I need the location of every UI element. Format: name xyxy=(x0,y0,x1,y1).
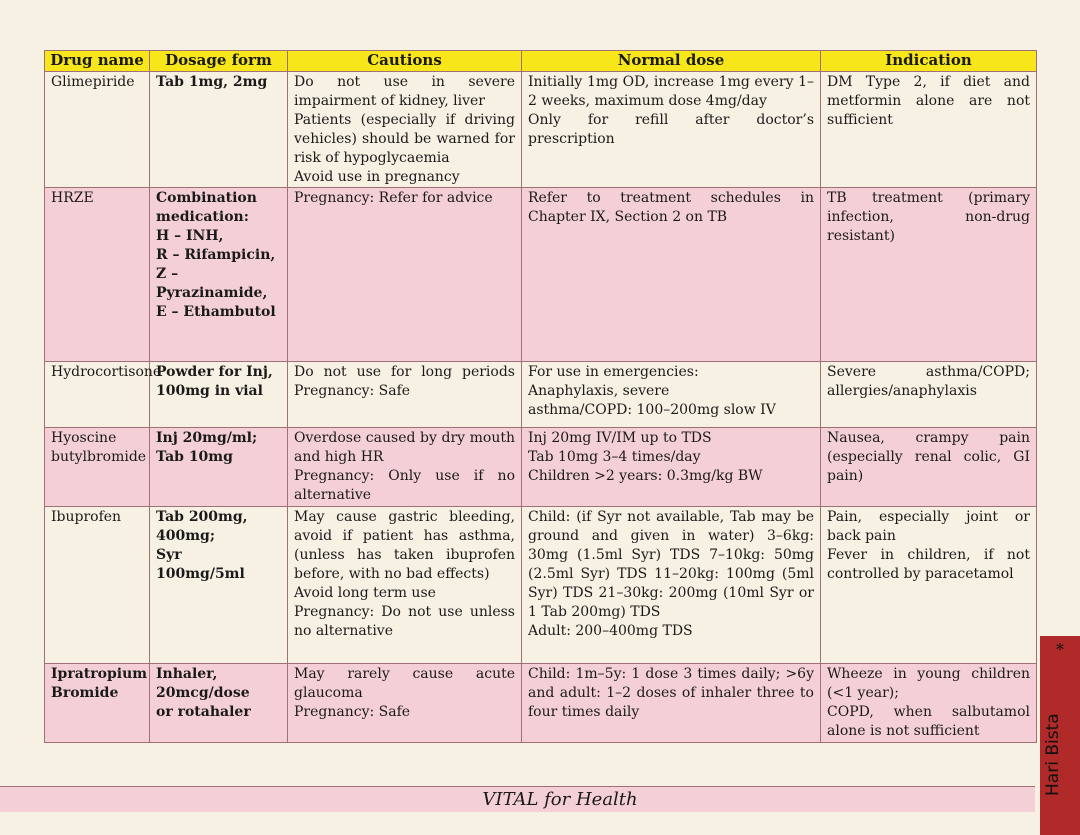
cell-line: Tab 10mg 3–4 times/day xyxy=(528,449,701,465)
cautions-cell xyxy=(288,72,522,188)
indication-cell xyxy=(821,664,1037,743)
cell-line: Initially 1mg OD, increase 1mg every 1–2 weeks, maximum dose 4mg/day xyxy=(528,74,814,109)
cell-line: Inhaler, xyxy=(156,666,218,682)
cell-line: Only for refill after doctor’s prescription xyxy=(528,112,814,147)
cell-line: 400mg; xyxy=(156,528,215,544)
cell-line: Tab 200mg, xyxy=(156,509,248,525)
cell-line: May rarely cause acute glaucoma xyxy=(294,666,515,701)
indication-cell xyxy=(821,188,1037,362)
header-dosage-form: Dosage form xyxy=(150,51,288,72)
drug-name-cell: Hydrocortisone xyxy=(45,362,150,428)
header-cautions: Cautions xyxy=(288,51,522,72)
cell-line: Inj 20mg/ml; xyxy=(156,430,258,446)
drug-table-container xyxy=(44,50,1036,743)
drug-name-cell: Ipratropium Bromide xyxy=(45,664,150,743)
cell-line: Anaphylaxis, severe xyxy=(528,383,670,399)
normal-dose-cell xyxy=(522,664,821,743)
cell-line: Patients (especially if driving vehicles) should be warned for risk of hypoglycaemia xyxy=(294,112,515,166)
cell-line: Do not use in severe impairment of kidney, liver xyxy=(294,74,515,109)
normal-dose-cell xyxy=(522,507,821,664)
cell-line: Wheeze in young children (<1 year); xyxy=(827,666,1030,701)
table-row xyxy=(45,72,1037,188)
table-row xyxy=(45,188,1037,362)
cell-line: Adult: 200–400mg TDS xyxy=(528,623,693,639)
dosage-form-cell xyxy=(150,362,288,428)
cell-line: COPD, when salbutamol alone is not sufficient xyxy=(827,704,1030,739)
cell-line: DM Type 2, if diet and metformin alone are not sufficient xyxy=(827,74,1030,128)
cell-line: Refer to treatment schedules in Chapter IX, Section 2 on TB xyxy=(528,190,814,225)
cell-line: H – INH, xyxy=(156,228,224,244)
cell-line: Syr xyxy=(156,547,182,563)
dosage-form-cell xyxy=(150,664,288,743)
cell-line: Combination medication: xyxy=(156,190,257,225)
cell-line: Avoid long term use xyxy=(294,585,436,601)
cell-line: 100mg in vial xyxy=(156,383,263,399)
cell-line: For use in emergencies: xyxy=(528,364,699,380)
cell-line: Do not use for long periods Pregnancy: Safe xyxy=(294,364,515,399)
drug-name-cell: Ibuprofen xyxy=(45,507,150,664)
cell-line: Pain, especially joint or back pain xyxy=(827,509,1030,544)
cautions-cell xyxy=(288,188,522,362)
normal-dose-cell xyxy=(522,362,821,428)
drug-name-cell: Hyoscine butylbromide xyxy=(45,428,150,507)
cell-line: Nausea, crampy pain (especially renal colic, GI pain) xyxy=(827,430,1030,484)
table-row xyxy=(45,428,1037,507)
cell-line: Tab 10mg xyxy=(156,449,233,465)
header-normal-dose: Normal dose xyxy=(522,51,821,72)
table-row xyxy=(45,507,1037,664)
cell-line: Pregnancy: Do not use unless no alternative xyxy=(294,604,515,639)
cell-line: or rotahaler xyxy=(156,704,251,720)
dosage-form-cell xyxy=(150,188,288,362)
cell-line: Pregnancy: Refer for advice xyxy=(294,190,493,206)
cell-line: Tab 1mg, 2mg xyxy=(156,74,268,90)
indication-cell xyxy=(821,72,1037,188)
cell-line: 20mcg/dose xyxy=(156,685,250,701)
cell-line: Child: (if Syr not available, Tab may be ground and given in water) 3–6kg: 30mg (1.5ml Syr) TDS 7–10kg: 50mg (2.5ml Syr) TDS 11–20kg: 100mg (5ml Syr) TDS 21–30kg: 200mg (10ml Syr or 1 Tab 200mg) TDS xyxy=(528,509,814,620)
cell-line: Severe asthma/COPD; allergies/anaphylaxis xyxy=(827,364,1030,399)
drug-name-cell: HRZE xyxy=(45,188,150,362)
drug-table xyxy=(44,50,1037,743)
cell-line: Z – Pyrazinamide, xyxy=(156,266,268,301)
cell-line: Inj 20mg IV/IM up to TDS xyxy=(528,430,712,446)
cell-line: Overdose caused by dry mouth and high HR xyxy=(294,430,515,465)
cell-line: asthma/COPD: 100–200mg slow IV xyxy=(528,402,776,418)
dosage-form-cell xyxy=(150,428,288,507)
cell-line: Fever in children, if not controlled by paracetamol xyxy=(827,547,1030,582)
drug-name-cell: Glimepiride xyxy=(45,72,150,188)
indication-cell xyxy=(821,362,1037,428)
header-drug-name: Drug name xyxy=(45,51,150,72)
normal-dose-cell xyxy=(522,188,821,362)
cell-line: Pregnancy: Only use if no alternative xyxy=(294,468,515,503)
indication-cell xyxy=(821,428,1037,507)
cautions-cell xyxy=(288,428,522,507)
table-body xyxy=(45,72,1037,743)
cautions-cell xyxy=(288,362,522,428)
table-header-row xyxy=(45,51,1037,72)
cell-line: Powder for Inj, xyxy=(156,364,273,380)
cautions-cell xyxy=(288,507,522,664)
cell-line: 100mg/5ml xyxy=(156,566,245,582)
footer-title: VITAL for Health xyxy=(482,789,638,810)
cell-line: Child: 1m–5y: 1 dose 3 times daily; >6y and adult: 1–2 doses of inhaler three to four times daily xyxy=(528,666,814,720)
cell-line: TB treatment (primary infection, non-drug resistant) xyxy=(827,190,1030,244)
dosage-form-cell xyxy=(150,72,288,188)
header-indication: Indication xyxy=(821,51,1037,72)
cell-line: Pregnancy: Safe xyxy=(294,704,411,720)
indication-cell xyxy=(821,507,1037,664)
cell-line: May cause gastric bleeding, avoid if patient has asthma, (unless has taken ibuprofen before, with no bad effects) xyxy=(294,509,515,582)
dosage-form-cell xyxy=(150,507,288,664)
cell-line: E – Ethambutol xyxy=(156,304,276,320)
cell-line: Children >2 years: 0.3mg/kg BW xyxy=(528,468,763,484)
table-row xyxy=(45,362,1037,428)
side-tab-mark: * xyxy=(1056,640,1064,659)
table-row xyxy=(45,664,1037,743)
cautions-cell xyxy=(288,664,522,743)
side-tab-author: Hari Bista xyxy=(1043,713,1063,797)
cell-line: R – Rifampicin, xyxy=(156,247,276,263)
normal-dose-cell xyxy=(522,428,821,507)
cell-line: Avoid use in pregnancy xyxy=(294,169,460,185)
normal-dose-cell xyxy=(522,72,821,188)
